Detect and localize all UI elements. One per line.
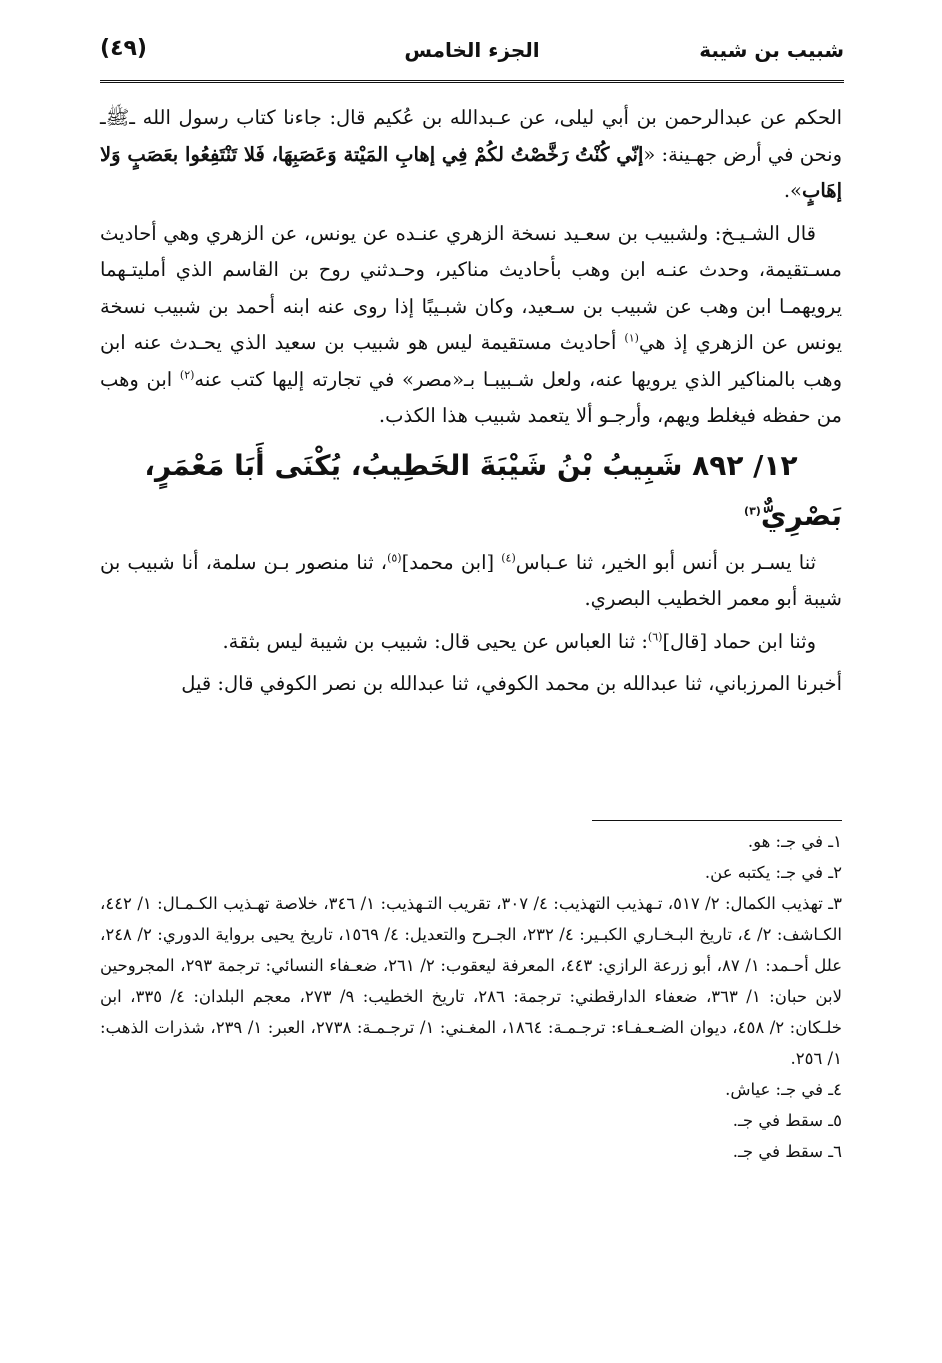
footnote-ref[interactable]: (٦) xyxy=(647,630,663,643)
text-segment: قال الشـيـخ: ولشبيب بن سعـيد نسخة الزهري عنـده عن يونس، عن الزهري وهي أحاديث مسـتقيمة، وحدث عنـه ابن وهب بأحاديث مناكير، وحـدثني روح بن القاسم الذي أمليتـهما يرويهمـا ابن وهب عن شبيب بن سـعيد، وكان شبـيبًا إذا روى عنه ابنه أحمد بن شبيب نسخة يونس عن الزهري إذ هي xyxy=(100,221,842,354)
footnote-1: ١ـ في جـ: هو. xyxy=(747,832,842,851)
main-text xyxy=(100,100,842,703)
footnote-6: ٦ـ سقط في جـ. xyxy=(732,1142,842,1161)
paragraph-hadith xyxy=(100,100,842,210)
part-title: الجزء الخامس xyxy=(404,38,540,62)
salutation-glyph: ﷺ xyxy=(105,106,130,129)
footnote-4: ٤ـ في جـ: عياش. xyxy=(725,1080,842,1099)
footnote-ref[interactable]: (١) xyxy=(624,331,639,345)
text-segment: ، ثنا منصور بـن سلمة، أنا شبيب بن شيبة أبو معمر الخطيب البصري. xyxy=(100,550,842,610)
paragraph-sheikh-comment xyxy=(100,216,842,435)
running-title: شبيب بن شيبة xyxy=(699,38,844,62)
page-number: (٤٩) xyxy=(100,36,147,61)
text-segment: وثنا ابن حماد [قال] xyxy=(662,629,816,653)
footnote-ref[interactable]: (٤) xyxy=(501,551,516,564)
text-segment: [ابن محمد] xyxy=(401,550,502,574)
footnote-ref[interactable]: (٥) xyxy=(387,551,402,564)
text-segment: أخبرنا المرزباني، ثنا عبدالله بن محمد الكوفي، ثنا عبدالله بن نصر الكوفي قال: قيل xyxy=(181,672,842,695)
text-segment: ابن وهب من حفظه فيغلط ويهم، وأرجـو ألا يتعمد شبيب هذا الكذب. xyxy=(100,367,842,427)
footnote-2: ٢ـ في جـ: يكتبه عن. xyxy=(704,863,842,882)
footnote-3: ٣ـ تهذيب الكمال: ٢/ ٥١٧، تـهذيب التهذيب: ٤/ ٣٠٧، تقريب التـهذيب: ١/ ٣٤٦، خلاصة تهـذيب الكـمـال: ١/ ٤٤٢، الكـاشف: ٢/ ٤، تاريخ البـخـاري الكبـير: ٤/ ٢٣٢، الجـرح والتعديل: ٤/ ١٥٦٩، تاريخ يحيى برواية الدوري: ٢/ ٢٤٨، علل أحـمد: ١/ ٨٧، أبو زرعة الرازي: ٤٤٣، المعرفة ليعقوب: ٢/ ٢٦١، ضعـفاء النسائي: ترجمة ٢٩٣، المجروحين لابن حبان: ١/ ٣٦٣، ضعفاء الدارقطني: ترجمة: ٢٨٦، تاريخ الخطيب: ٩/ ٢٧٣، معجم البلدان: ٤/ ٣٣٥، ابن خلـكان: ٢/ ٤٥٨، ديوان الضـعـفـاء: ترجـمـة: ١٨٦٤، المغـني: ١/ ترجـمـة: ٢٧٣٨، العبر: ١/ ٢٣٩، شذرات الذهب: ١/ ٢٥٦. xyxy=(100,894,843,1068)
text-segment: : ثنا العباس عن يحيى قال: شبيب بن شيبة ليس بثقة. xyxy=(222,629,648,653)
text-segment: ـ ونحن في أرض جهـينة: « xyxy=(100,106,842,166)
text-segment: الحكم عن عبدالرحمن بن أبي ليلى، عن عـبدالله بن عُكيم قال: جاءنا كتاب رسول الله ـ xyxy=(129,106,842,129)
entry-heading xyxy=(100,441,842,541)
hadith-quote: إنّي كُنْتُ رَخَّصْتُ لكُمْ فِي إهابِ المَيْتة وَعَصَبِهَا، فَلا تَنْتَفِعُوا بعَصَبٍ وَلا إهَابٍ xyxy=(100,142,842,202)
text-segment: أحاديث مستقيمة ليس هو شبيب بن سعيد الذي يحـدث عنه ابن وهب بالمناكير الذي يرويها عنه، ولعل شـبيبـا بـ«مصر» في تجارته إليها كتب عنه xyxy=(100,331,843,391)
paragraph-isnad-2 xyxy=(100,624,842,661)
paragraph-isnad-1 xyxy=(100,545,842,618)
text-segment: ». xyxy=(783,179,802,202)
entry-heading-text: ١٢/ ٨٩٢ شَبِيبُ بْنُ شَيْبَةَ الخَطِيبُ، يُكْنَى أَبَا مَعْمَرٍ، بَصْرِيٌّ xyxy=(144,448,842,532)
footnotes xyxy=(100,826,842,1167)
footnote-5: ٥ـ سقط في جـ. xyxy=(732,1111,842,1130)
footnote-ref[interactable]: (٢) xyxy=(179,368,195,381)
footnote-ref[interactable]: (٣) xyxy=(744,504,761,518)
paragraph-isnad-3 xyxy=(100,666,842,703)
text-segment: ثنا يسـر بن أنس أبو الخير، ثنا عـباس xyxy=(515,550,817,574)
header-divider xyxy=(100,80,844,83)
page-header xyxy=(100,36,844,76)
footnote-divider xyxy=(592,820,842,821)
